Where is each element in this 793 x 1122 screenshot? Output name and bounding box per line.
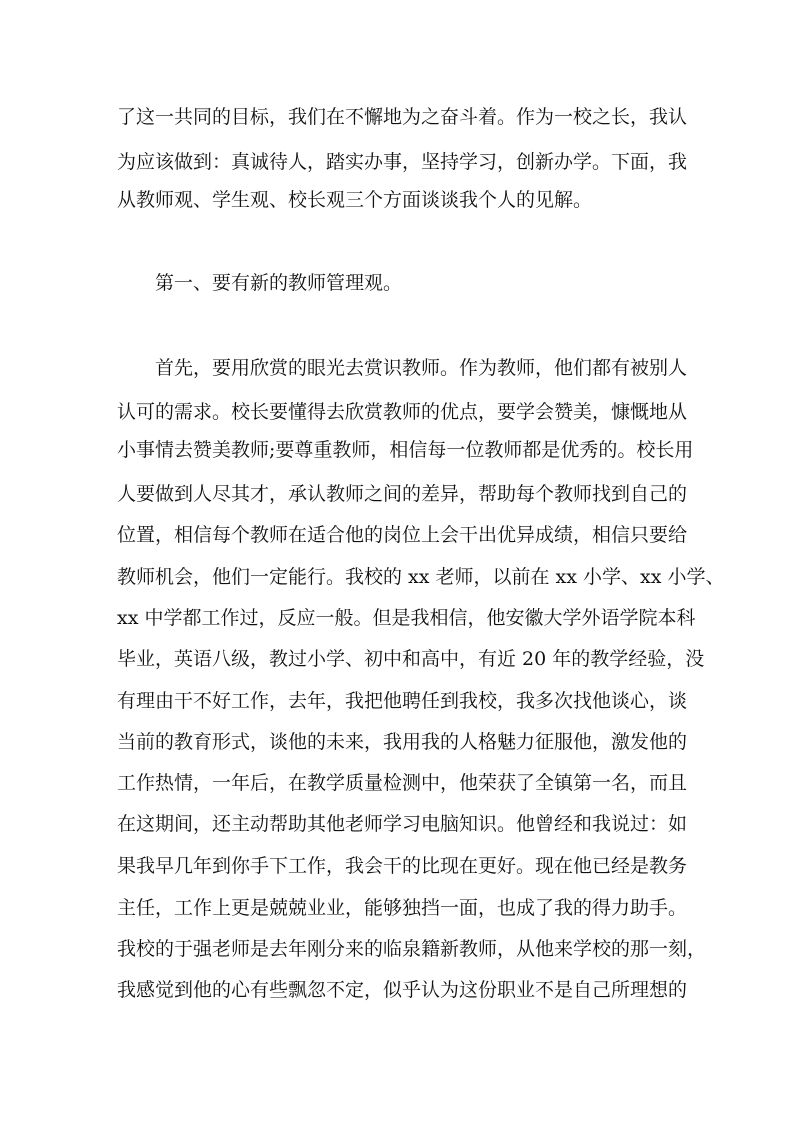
- paragraph-first-line-3: 小事情去赞美教师;要尊重教师，相信每一位教师都是优秀的。校长用: [117, 439, 694, 461]
- paragraph-first-line-6: 教师机会，他们一定能行。我校的 xx 老师，以前在 xx 小学、xx 小学、: [117, 566, 725, 588]
- paragraph-first-line-15: 我校的于强老师是去年刚分来的临泉籍新教师，从他来学校的那一刻，: [117, 938, 707, 960]
- paragraph-first-line-14: 主任，工作上更是兢兢业业，能够独挡一面，也成了我的得力助手。: [117, 897, 688, 919]
- paragraph-first-line-1: 首先，要用欣赏的眼光去赏识教师。作为教师，他们都有被别人: [155, 357, 688, 379]
- paragraph-first-line-5: 位置，相信每个教师在适合他的岗位上会干出优异成绩，相信只要给: [117, 524, 688, 546]
- section-heading-first: 第一、要有新的教师管理观。: [155, 272, 403, 294]
- paragraph-first-line-11: 工作热情，一年后，在教学质量检测中，他荣获了全镇第一名，而且: [117, 772, 688, 794]
- paragraph-first-line-16: 我感觉到他的心有些飘忽不定，似乎认为这份职业不是自己所理想的: [117, 979, 688, 1001]
- paragraph-first-line-13: 果我早几年到你手下工作，我会干的比现在更好。现在他已经是教务: [117, 855, 688, 877]
- paragraph-intro-line-3: 从教师观、学生观、校长观三个方面谈谈我个人的见解。: [117, 189, 593, 211]
- paragraph-first-line-2: 认可的需求。校长要懂得去欣赏教师的优点，要学会赞美，慷慨地从: [117, 401, 688, 423]
- paragraph-intro-line-2: 为应该做到：真诚待人，踏实办事，坚持学习，创新办学。下面，我: [117, 151, 688, 173]
- paragraph-first-line-4: 人要做到人尽其才，承认教师之间的差异，帮助每个教师找到自己的: [117, 483, 688, 505]
- paragraph-first-line-8: 毕业，英语八级，教过小学、初中和高中，有近 20 年的教学经验，没: [117, 648, 705, 670]
- paragraph-first-line-9: 有理由干不好工作，去年，我把他聘任到我校，我多次找他谈心，谈: [117, 690, 688, 712]
- paragraph-intro-line-1: 了这一共同的目标，我们在不懈地为之奋斗着。作为一校之长，我认: [117, 106, 688, 128]
- paragraph-first-line-12: 在这期间，还主动帮助其他老师学习电脑知识。他曾经和我说过：如: [117, 813, 688, 835]
- paragraph-first-line-7: xx 中学都工作过，反应一般。但是我相信，他安徽大学外语学院本科: [117, 607, 696, 629]
- paragraph-first-line-10: 当前的教育形式，谈他的未来，我用我的人格魅力征服他，激发他的: [117, 731, 688, 753]
